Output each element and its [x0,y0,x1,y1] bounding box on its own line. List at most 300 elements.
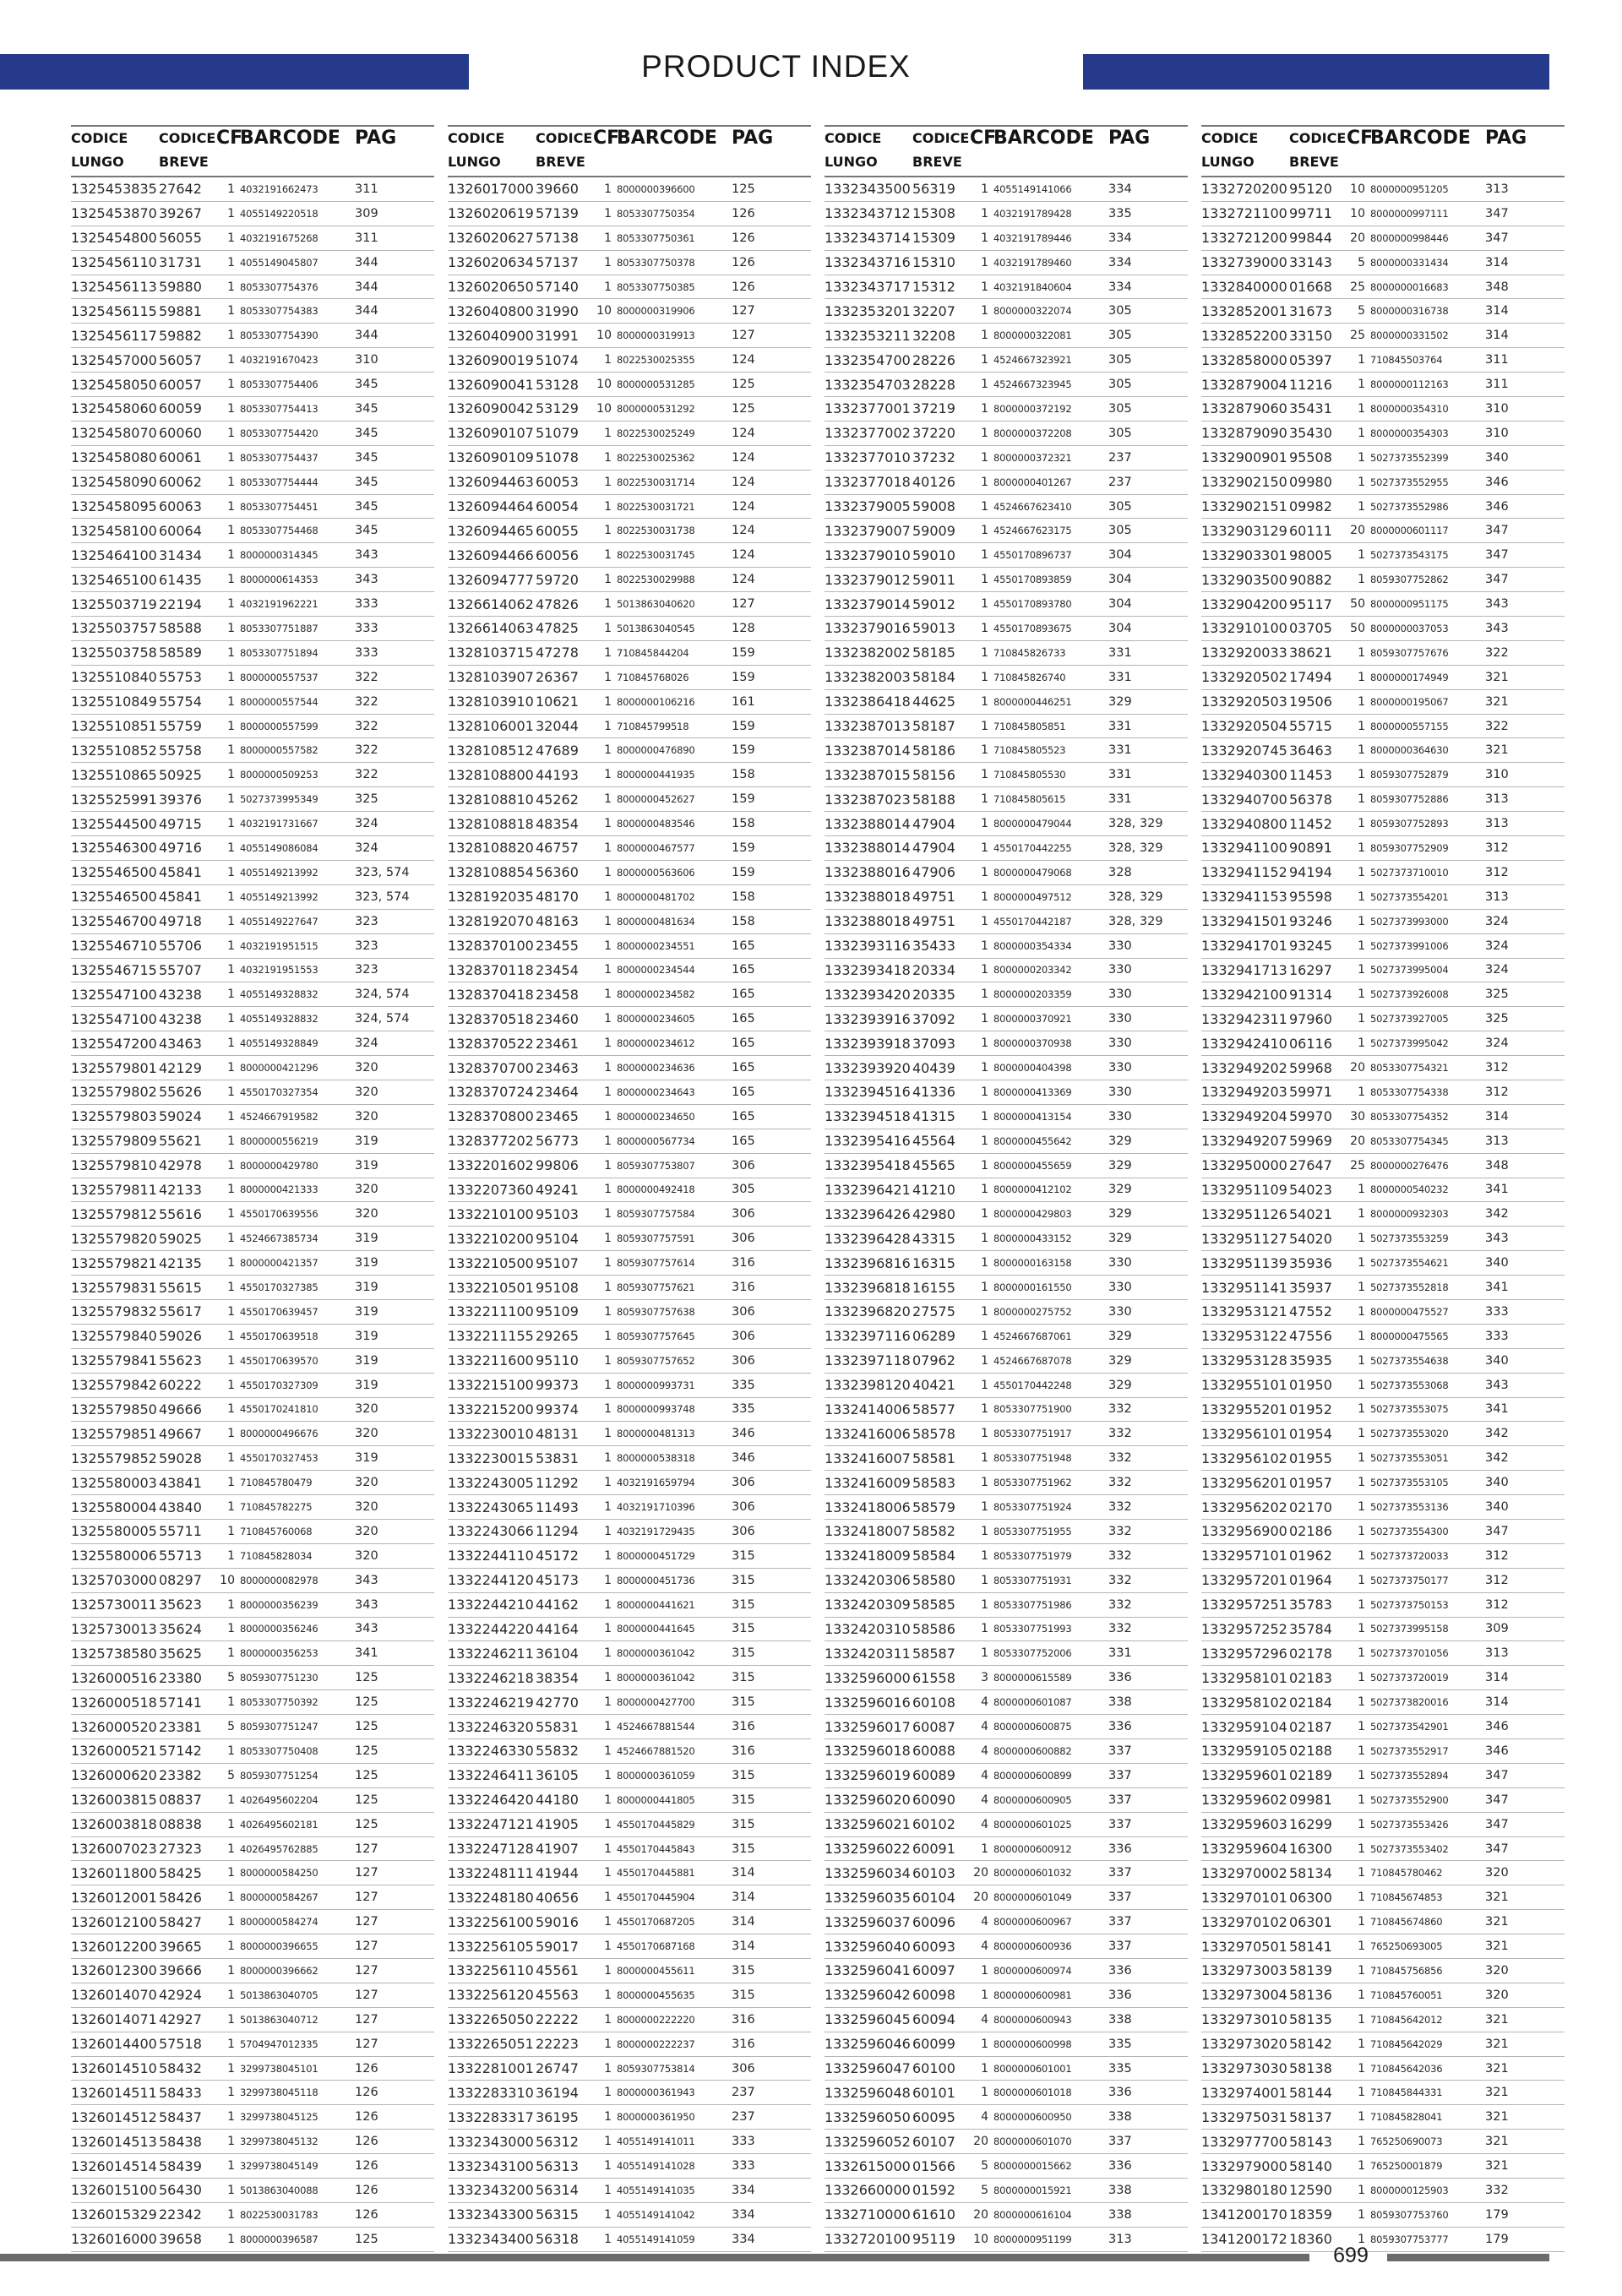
index-row [825,982,1188,1007]
pag-cell: 323 [355,963,378,977]
codice-breve-cell: 48170 [536,889,579,906]
index-row [71,1398,434,1423]
cf-cell: 1 [981,817,988,831]
codice-lungo-cell: 1332940800 [1201,815,1287,832]
pag-cell: 312 [1485,1061,1509,1075]
barcode-cell: 8000000600905 [993,1793,1072,1806]
codice-lungo-cell: 1332974001 [1201,2084,1287,2101]
barcode-cell: 8000000476890 [617,744,695,757]
pag-cell: 344 [355,255,378,269]
codice-breve-cell: 55758 [159,742,202,759]
barcode-cell: 4550170445829 [617,1818,695,1831]
cf-cell: 1 [227,1329,235,1343]
codice-lungo-cell: 1332354703 [825,376,911,393]
codice-lungo-cell: 1332940300 [1201,766,1287,783]
index-row [448,910,811,934]
index-row [825,1446,1188,1471]
pag-cell: 315 [732,1695,755,1710]
barcode-cell: 8000000234544 [617,964,695,977]
index-row [825,422,1188,446]
codice-lungo-cell: 1332949204 [1201,1108,1287,1125]
index-row [1201,1349,1565,1374]
pag-cell: 331 [1108,645,1132,660]
pag-cell: 305 [1108,353,1132,367]
codice-lungo-cell: 1332420311 [825,1645,911,1662]
codice-lungo-cell: 1332721100 [1201,205,1287,222]
codice-lungo-cell: 1326094464 [448,498,534,515]
codice-breve-cell: 58585 [912,1597,955,1613]
codice-lungo-cell: 1326020619 [448,205,534,222]
index-row [71,1959,434,1983]
index-row [71,1618,434,1642]
barcode-cell: 8000000234650 [617,1110,695,1123]
pag-cell: 127 [732,304,755,318]
cf-cell: 1 [1358,670,1365,684]
codice-breve-cell: 60091 [912,1841,955,1857]
cf-cell: 1 [981,1524,988,1538]
codice-breve-cell: 16300 [1289,1841,1332,1857]
barcode-cell: 8022530025362 [617,451,695,464]
index-row [825,1837,1188,1862]
index-row [448,299,811,324]
barcode-cell: 4032191840604 [993,280,1072,293]
index-column-1 [71,125,434,2252]
codice-lungo-cell: 1325510849 [71,694,157,710]
codice-breve-cell: 59024 [159,1108,202,1125]
index-column-3 [825,125,1188,2252]
barcode-cell: 8000000356239 [240,1598,318,1611]
pag-cell: 347 [1485,1524,1509,1538]
codice-lungo-cell: 1332852200 [1201,327,1287,344]
index-row [71,1666,434,1690]
barcode-cell: 5027373993000 [1370,915,1449,928]
barcode-cell: 8000000951205 [1370,182,1449,195]
cf-cell: 5 [227,1768,235,1782]
cf-cell: 1 [1358,1793,1365,1807]
barcode-cell: 4032191659794 [617,1477,695,1489]
index-row [71,1154,434,1178]
index-row [1201,1715,1565,1739]
codice-breve-cell: 59010 [912,547,955,563]
cf-cell: 1 [604,645,612,660]
index-row [71,1325,434,1349]
cf-cell: 1 [604,2183,612,2197]
pag-cell: 313 [1485,890,1509,904]
codice-lungo-cell: 1326012300 [71,1962,157,1979]
codice-lungo-cell: 1332710000 [825,2206,911,2223]
barcode-cell: 8000000600981 [993,1989,1072,2001]
index-row [825,934,1188,959]
index-row [71,1251,434,1276]
codice-breve-cell: 31991 [536,327,579,344]
pag-cell: 345 [355,450,378,465]
codice-breve-cell: 23454 [536,961,579,978]
barcode-cell: 8059307752886 [1370,793,1449,806]
index-row [448,1593,811,1618]
cf-cell: 1 [227,1207,235,1221]
codice-lungo-cell: 1332215200 [448,1401,534,1417]
index-row [825,275,1188,300]
codice-breve-cell: 55832 [536,1743,579,1760]
cf-cell: 1 [981,378,988,392]
barcode-cell: 4550170893675 [993,622,1072,634]
cf-cell: 1 [1358,1915,1365,1929]
barcode-cell: 8053307754338 [1370,1085,1449,1098]
barcode-cell: 8059307751254 [240,1769,318,1782]
codice-lungo-cell: 1332353201 [825,302,911,319]
cf-cell: 1 [981,914,988,928]
barcode-cell: 710845782275 [240,1501,313,1514]
barcode-cell: 710845674853 [1370,1891,1443,1904]
codice-lungo-cell: 1332720200 [1201,181,1287,198]
barcode-cell: 710845826740 [993,671,1066,683]
index-row [448,2032,811,2057]
barcode-cell: 5027373720019 [1370,1672,1449,1684]
cf-cell: 1 [981,1573,988,1587]
pag-cell: 321 [1485,2159,1509,2174]
index-row [71,1495,434,1520]
codice-lungo-cell: 1332959604 [1201,1841,1287,1857]
codice-breve-cell: 01952 [1289,1401,1332,1417]
barcode-cell: 5027373552986 [1370,500,1449,513]
codice-lungo-cell: 1332244110 [448,1548,534,1564]
barcode-cell: 4055149220518 [240,207,318,220]
index-row [448,446,811,471]
codice-breve-cell: 43238 [159,1010,202,1027]
codice-breve-cell: 09980 [1289,474,1332,491]
cf-cell: 1 [981,450,988,465]
cf-cell: 1 [604,1061,612,1075]
pag-cell: 319 [355,1256,378,1270]
cf-cell: 1 [604,1891,612,1905]
cf-cell: 1 [604,1427,612,1441]
codice-lungo-cell: 1332211155 [448,1328,534,1345]
codice-breve-cell: 55617 [159,1303,202,1320]
index-row [448,1325,811,1349]
barcode-cell: 4026495602181 [240,1818,318,1831]
cf-cell: 1 [227,1134,235,1148]
pag-cell: 159 [732,719,755,733]
barcode-cell: 8059307757652 [617,1354,695,1367]
pag-cell: 159 [732,841,755,855]
cf-cell: 1 [1358,1232,1365,1246]
cf-cell: 1 [1358,1695,1365,1710]
codice-lungo-cell: 1332248111 [448,1864,534,1881]
index-row [825,2154,1188,2179]
pag-cell: 165 [732,1061,755,1075]
pag-cell: 336 [1108,1842,1132,1856]
codice-lungo-cell: 1332246219 [448,1694,534,1711]
barcode-cell: 5027373710010 [1370,866,1449,879]
cf-cell: 1 [1358,401,1365,416]
pag-cell: 346 [1485,475,1509,489]
barcode-cell: 8053307751894 [240,646,318,659]
pag-cell: 320 [355,1183,378,1197]
barcode-cell: 8000000015662 [993,2160,1072,2173]
cf-cell: 1 [981,1476,988,1490]
cf-cell: 1 [1358,499,1365,514]
codice-lungo-cell: 1332596035 [825,1889,911,1906]
barcode-cell: 8000000361042 [617,1672,695,1684]
pag-cell: 320 [355,1085,378,1099]
index-row [448,1861,811,1885]
cf-cell: 1 [604,499,612,514]
cf-cell: 1 [981,939,988,953]
codice-lungo-cell: 1332920503 [1201,694,1287,710]
pag-cell: 344 [355,304,378,318]
codice-breve-cell: 49751 [912,889,955,906]
index-row [825,1495,1188,1520]
codice-lungo-cell: 1332973030 [1201,2060,1287,2077]
pag-cell: 319 [355,1134,378,1148]
cf-cell: 1 [981,1353,988,1368]
cf-cell: 1 [227,2135,235,2149]
codice-breve-cell: 35783 [1289,1597,1332,1613]
pag-cell: 126 [355,2110,378,2125]
index-row [825,495,1188,520]
barcode-cell: 8000000316738 [1370,305,1449,318]
codice-breve-cell: 60099 [912,2036,955,2053]
codice-lungo-cell: 1332596042 [825,1987,911,2004]
pag-cell: 329 [1108,1232,1132,1246]
codice-lungo-cell: 1326014511 [71,2084,157,2101]
barcode-cell: 3299738045132 [240,2135,318,2148]
codice-lungo-cell: 1328108800 [448,766,534,783]
codice-lungo-cell: 1326014400 [71,2036,157,2053]
pag-cell: 158 [732,890,755,904]
pag-cell: 314 [1485,255,1509,269]
index-row [1201,519,1565,543]
codice-lungo-cell: 1326003818 [71,1816,157,1833]
codice-lungo-cell: 1332398120 [825,1377,911,1394]
index-row [825,592,1188,617]
codice-lungo-cell: 1332951127 [1201,1230,1287,1247]
pag-cell: 305 [1108,426,1132,440]
cf-cell: 1 [1358,1036,1365,1051]
barcode-cell: 8059307757614 [617,1257,695,1270]
codice-breve-cell: 56314 [536,2182,579,2199]
index-row [71,641,434,666]
pag-cell: 329 [1108,1353,1132,1368]
pag-cell: 127 [355,1940,378,1954]
codice-lungo-cell: 1332247121 [448,1816,534,1833]
codice-lungo-cell: 1325503719 [71,596,157,612]
codice-breve-cell: 56057 [159,351,202,368]
header-codice-breve: CODICE BREVE [159,130,216,170]
codice-breve-cell: 58143 [1289,2133,1332,2150]
codice-breve-cell: 53831 [536,1450,579,1466]
codice-breve-cell: 58584 [912,1548,955,1564]
codice-lungo-cell: 1332393920 [825,1059,911,1076]
index-row [825,763,1188,787]
barcode-cell: 5027373553402 [1370,1842,1449,1855]
index-row [71,299,434,324]
barcode-cell: 8000000497512 [993,890,1072,903]
cf-cell: 10 [596,401,612,416]
codice-breve-cell: 95104 [536,1230,579,1247]
barcode-cell: 8000000370938 [993,1037,1072,1050]
codice-breve-cell: 16315 [912,1254,955,1271]
codice-lungo-cell: 1325546710 [71,938,157,955]
cf-cell: 1 [604,2135,612,2149]
cf-cell: 1 [604,1085,612,1099]
cf-cell: 25 [1350,329,1365,343]
barcode-cell: 8000000584250 [240,1867,318,1880]
barcode-cell: 710845642012 [1370,2013,1443,2026]
cf-cell: 1 [604,1793,612,1807]
cf-cell: 1 [604,719,612,733]
codice-breve-cell: 01566 [912,2157,955,2174]
index-row [1201,1325,1565,1349]
pag-cell: 321 [1485,2061,1509,2076]
codice-lungo-cell: 1325454800 [71,230,157,247]
index-row [448,2203,811,2228]
pag-cell: 321 [1485,1915,1509,1929]
index-row [448,836,811,861]
codice-breve-cell: 02170 [1289,1499,1332,1515]
cf-cell: 1 [1358,914,1365,928]
codice-lungo-cell: 1332379014 [825,596,911,612]
pag-cell: 343 [1485,597,1509,612]
codice-breve-cell: 06300 [1289,1889,1332,1906]
cf-cell: 1 [981,280,988,294]
codice-lungo-cell: 1332879004 [1201,376,1287,393]
codice-breve-cell: 43315 [912,1230,955,1247]
codice-breve-cell: 49715 [159,815,202,832]
codice-lungo-cell: 1332416007 [825,1450,911,1466]
pag-cell: 343 [355,1597,378,1612]
barcode-cell: 8000000481634 [617,915,695,928]
codice-breve-cell: 55706 [159,938,202,955]
barcode-cell: 8000000601117 [1370,525,1449,537]
pag-cell: 338 [1108,2110,1132,2125]
codice-lungo-cell: 1332246411 [448,1767,534,1784]
index-row [71,251,434,275]
index-row [1201,1178,1565,1203]
pag-cell: 323, 574 [355,890,410,904]
cf-cell: 1 [981,182,988,196]
codice-breve-cell: 09981 [1289,1792,1332,1809]
barcode-cell: 4055149141028 [617,2160,695,2173]
codice-lungo-cell: 1332953122 [1201,1328,1287,1345]
pag-cell: 159 [732,792,755,807]
barcode-cell: 8000000584274 [240,1916,318,1929]
barcode-cell: 8059307751230 [240,1672,318,1684]
pag-cell: 322 [1485,645,1509,660]
index-row [1201,592,1565,617]
index-row [448,1031,811,1056]
barcode-cell: 4055149213992 [240,866,318,879]
barcode-cell: 710845760068 [240,1525,313,1537]
cf-cell: 1 [227,939,235,953]
codice-lungo-cell: 1325456115 [71,302,157,319]
cf-cell: 1 [1358,2232,1365,2246]
codice-breve-cell: 05397 [1289,351,1332,368]
pag-cell: 337 [1108,1915,1132,1929]
codice-breve-cell: 16297 [1289,961,1332,978]
index-row [448,373,811,397]
barcode-cell: 8000000372192 [993,402,1072,415]
barcode-cell: 8000000601025 [993,1818,1072,1831]
pag-cell: 332 [1108,1524,1132,1538]
codice-lungo-cell: 1332256100 [448,1913,534,1930]
cf-cell: 1 [227,719,235,733]
pag-cell: 322 [355,670,378,684]
cf-cell: 1 [227,645,235,660]
pag-cell: 314 [1485,1109,1509,1124]
codice-breve-cell: 95108 [536,1279,579,1296]
cf-cell: 1 [227,1061,235,1075]
barcode-cell: 5027373553075 [1370,1403,1449,1416]
codice-lungo-cell: 1332900901 [1201,449,1287,466]
cf-cell: 50 [1350,597,1365,612]
barcode-cell: 5027373552818 [1370,1281,1449,1294]
codice-lungo-cell: 1332420309 [825,1597,911,1613]
pag-cell: 314 [1485,304,1509,318]
cf-cell: 4 [981,2012,988,2027]
index-row [825,1934,1188,1959]
cf-cell: 1 [227,255,235,269]
pag-cell: 320 [355,1207,378,1221]
pag-cell: 309 [355,206,378,220]
pag-cell: 126 [355,2183,378,2197]
cf-cell: 1 [604,694,612,709]
pag-cell: 316 [732,1720,755,1734]
barcode-cell: 8053307751917 [993,1428,1072,1440]
codice-lungo-cell: 1332397118 [825,1352,911,1369]
cf-cell: 1 [981,548,988,563]
codice-lungo-cell: 1332956201 [1201,1474,1287,1491]
index-row [1201,348,1565,373]
cf-cell: 1 [981,231,988,245]
pag-cell: 343 [1485,1232,1509,1246]
pag-cell: 161 [732,694,755,709]
codice-breve-cell: 48131 [536,1425,579,1442]
cf-cell: 1 [981,2086,988,2100]
barcode-cell: 8000000601049 [993,1891,1072,1904]
codice-breve-cell: 60103 [912,1864,955,1881]
index-row [448,1105,811,1129]
barcode-cell: 8000000427700 [617,1696,695,1709]
index-row [71,1910,434,1934]
codice-lungo-cell: 1332393418 [825,961,911,978]
index-row [71,763,434,787]
cf-cell: 1 [981,353,988,367]
pag-cell: 320 [355,1500,378,1515]
codice-lungo-cell: 1332387013 [825,718,911,735]
codice-breve-cell: 22223 [536,2036,579,2053]
barcode-cell: 8000000600974 [993,1964,1072,1977]
cf-cell: 1 [1358,2037,1365,2051]
barcode-cell: 4055149141035 [617,2184,695,2196]
pag-cell: 159 [732,670,755,684]
codice-lungo-cell: 1332211600 [448,1352,534,1369]
codice-breve-cell: 58583 [912,1474,955,1491]
index-row [448,1739,811,1764]
cf-cell: 10 [596,329,612,343]
pag-cell: 165 [732,1109,755,1124]
cf-cell: 3 [981,1671,988,1685]
codice-breve-cell: 60094 [912,2011,955,2028]
cf-cell: 1 [604,1476,612,1490]
index-row [71,1300,434,1325]
pag-cell: 305 [1108,304,1132,318]
codice-breve-cell: 60056 [536,547,579,563]
codice-lungo-cell: 1325579809 [71,1133,157,1150]
index-row [1201,1861,1565,1885]
cf-cell: 5 [1358,304,1365,318]
pag-cell: 333 [732,2135,755,2149]
